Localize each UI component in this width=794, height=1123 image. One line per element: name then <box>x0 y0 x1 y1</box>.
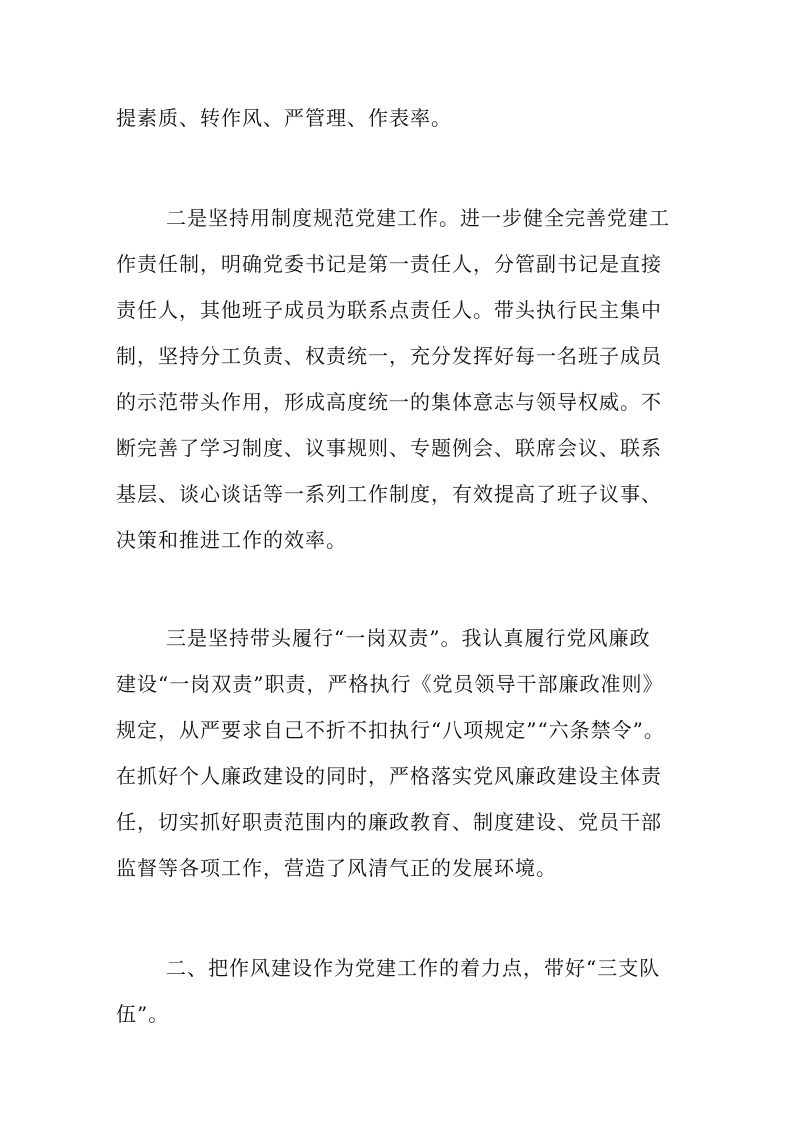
text-line: 二、把作风建设作为党建工作的着力点，带好“三支队 <box>166 956 661 980</box>
text-line: 的示范带头作用，形成高度统一的集体意志与领导权威。不 <box>116 390 662 414</box>
text-line: 作责任制，明确党委书记是第一责任人，分管副书记是直接 <box>116 252 662 276</box>
text-line: 责任人，其他班子成员为联系点责任人。带头执行民主集中 <box>116 298 662 322</box>
text-line: 规定，从严要求自己不折不扣执行“八项规定”“六条禁令”。 <box>116 718 665 742</box>
text-line: 提素质、转作风、严管理、作表率。 <box>116 106 452 130</box>
text-line: 建设“一岗双责”职责，严格执行《党员领导干部廉政准则》 <box>116 672 664 696</box>
text-line: 决策和推进工作的效率。 <box>116 528 347 552</box>
text-line: 断完善了学习制度、议事规则、专题例会、联席会议、联系 <box>116 436 662 460</box>
text-line: 监督等各项工作，营造了风清气正的发展环境。 <box>116 856 557 880</box>
text-line: 制，坚持分工负责、权责统一，充分发挥好每一名班子成员 <box>116 344 662 368</box>
text-line: 在抓好个人廉政建设的同时，严格落实党风廉政建设主体责 <box>116 764 662 788</box>
text-line: 二是坚持用制度规范党建工作。进一步健全完善党建工 <box>166 206 670 230</box>
text-line: 任，切实抓好职责范围内的廉政教育、制度建设、党员干部 <box>116 810 662 834</box>
text-line: 基层、谈心谈话等一系列工作制度，有效提高了班子议事、 <box>116 482 662 506</box>
text-line: 伍”。 <box>116 1002 170 1026</box>
text-line: 三是坚持带头履行“一岗双责”。我认真履行党风廉政 <box>166 626 651 650</box>
